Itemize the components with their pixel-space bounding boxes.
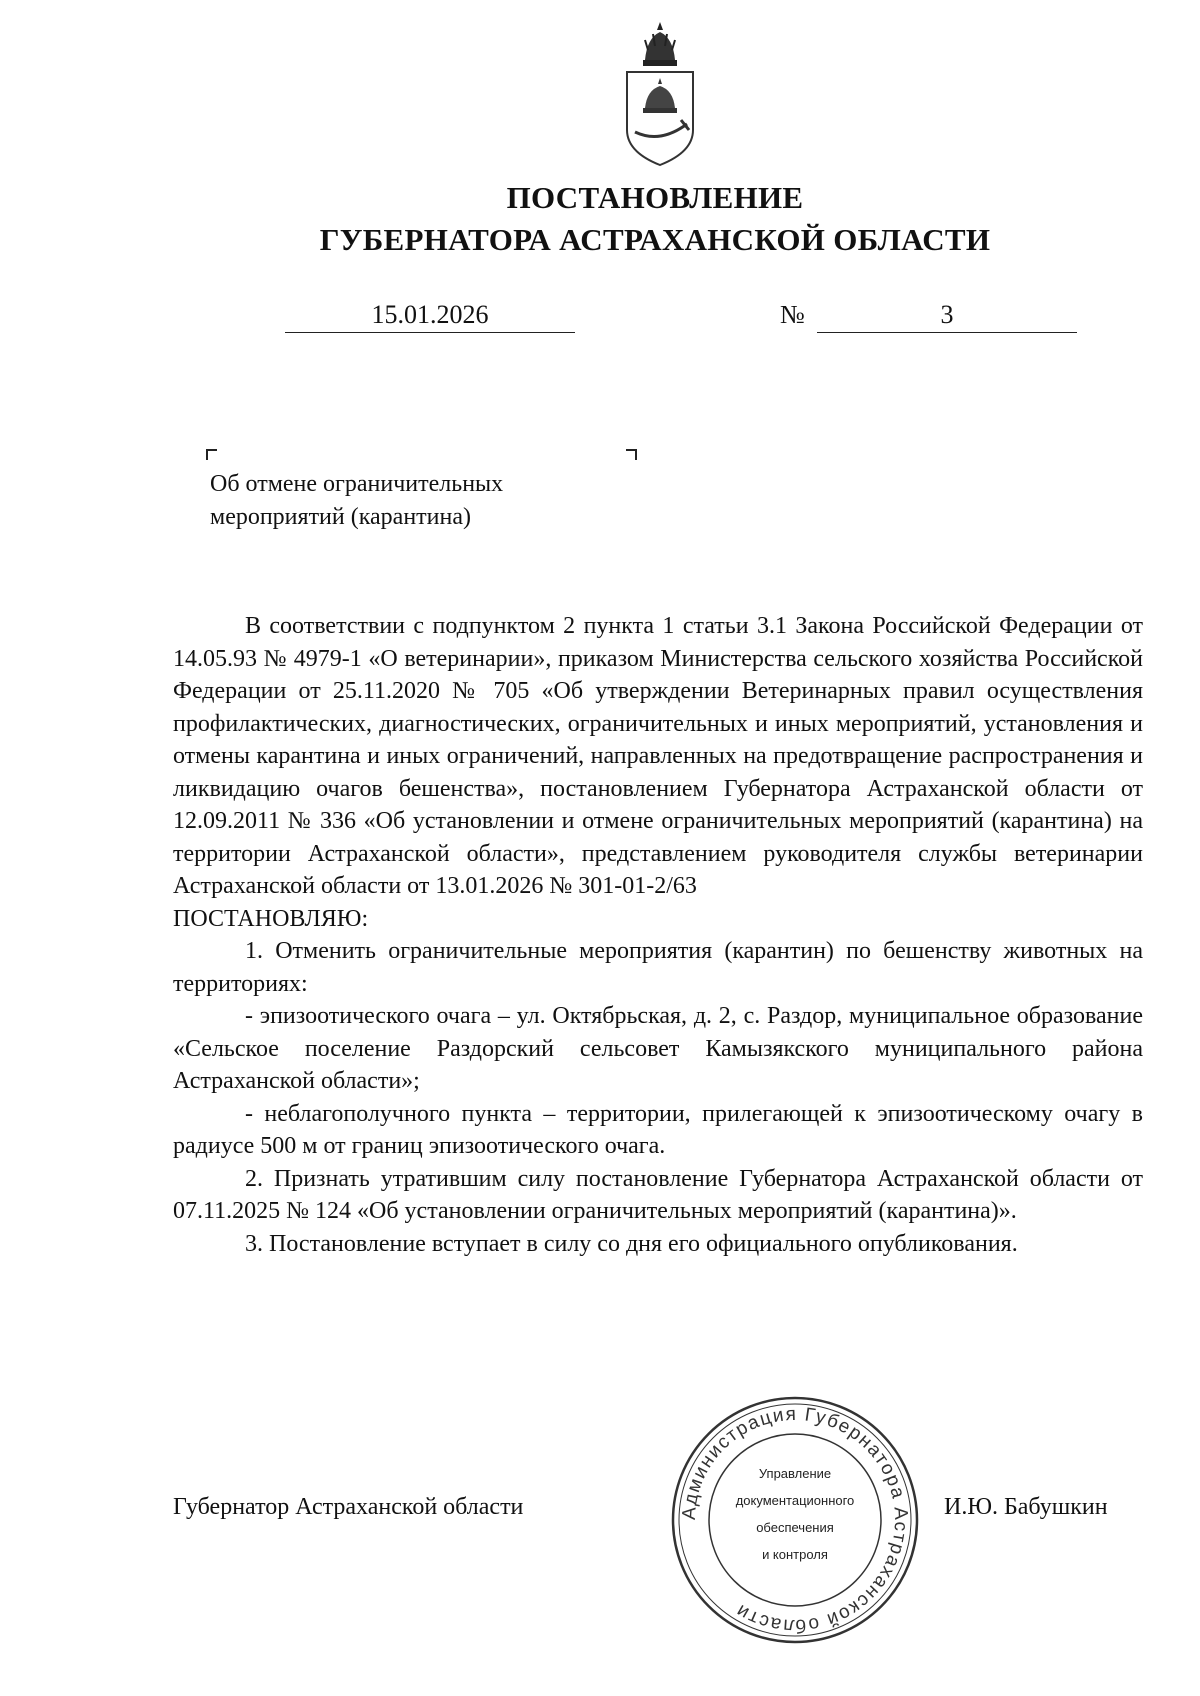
document-body xyxy=(173,610,1143,1260)
subject-line: Об отмене ограничительных xyxy=(210,471,504,497)
document-number: 3 xyxy=(817,300,1077,333)
number-label: № xyxy=(780,300,805,329)
item-3-paragraph: 3. Постановление вступает в силу со дня его официального опубликования. xyxy=(245,1230,1018,1257)
item-2-paragraph: 2. Признать утратившим силу постановление Губернатора Астраханской области от 07.11.2025 № 124 «Об установлении ограничительных мероприятий (карантина)». xyxy=(173,1165,1143,1224)
signer-position: Губернатор Астраханской области xyxy=(173,1494,524,1520)
seal-center-line: документационного xyxy=(735,1493,855,1508)
seal-ring-text: Администрация Губернатора Астраханской области xyxy=(678,1403,912,1637)
item-1-sub-1-paragraph: - эпизоотического очага – ул. Октябрьская, д. 2, с. Раздор, муниципальное образование «Сельское поселение Раздорский сельсовет Камызякского муниципального района Астраханской области»; xyxy=(173,1003,1143,1094)
preamble-paragraph: В соответствии с подпунктом 2 пункта 1 статьи 3.1 Закона Российской Федерации от 14.05.93 № 4979-1 «О ветеринарии», приказом Министерства сельского хозяйства Российской Федерации от 25.11.2020 № 705 «Об утверждении Ветеринарных правил осуществления профилактических, диагностических, ограничительных и иных мероприятий, установления и отмены карантина и иных ограничений, направленных на предотвращение распространения и ликвидацию очагов бешенства», постановлением Губернатора Астраханской области от 12.09.2011 № 336 «Об установлении и отмене ограничительных мероприятий (карантина) на территории Астраханской области», представлением руководителя службы ветеринарии Астраханской области от 13.01.2026 № 301-01-2/63 xyxy=(173,613,1143,899)
document-issuer: ГУБЕРНАТОРА АСТРАХАНСКОЙ ОБЛАСТИ xyxy=(319,222,991,257)
seal-center-line: Управление xyxy=(758,1466,832,1481)
subject-corner-left xyxy=(206,449,217,460)
subject-line: мероприятий (карантина) xyxy=(210,504,471,530)
decree-word: ПОСТАНОВЛЯЮ: xyxy=(173,905,369,932)
item-1-paragraph: 1. Отменить ограничительные мероприятия (карантин) по бешенству животных на территориях: xyxy=(173,938,1143,997)
coat-of-arms-icon xyxy=(615,20,705,170)
document-title: ПОСТАНОВЛЕНИЕ xyxy=(506,180,804,215)
seal-center-text xyxy=(710,1460,880,1568)
document-date: 15.01.2026 xyxy=(285,300,575,333)
item-1-sub-2-paragraph: - неблагополучного пункта – территории, прилегающей к эпизоотическому очагу в радиусе 500 м от границ эпизоотического очага. xyxy=(173,1100,1143,1159)
seal-center-line: и контроля xyxy=(762,1547,828,1562)
subject-corner-right xyxy=(626,449,637,460)
signer-name: И.Ю. Бабушкин xyxy=(944,1494,1108,1520)
seal-center-line: обеспечения xyxy=(756,1520,834,1535)
document-subject xyxy=(210,468,630,534)
